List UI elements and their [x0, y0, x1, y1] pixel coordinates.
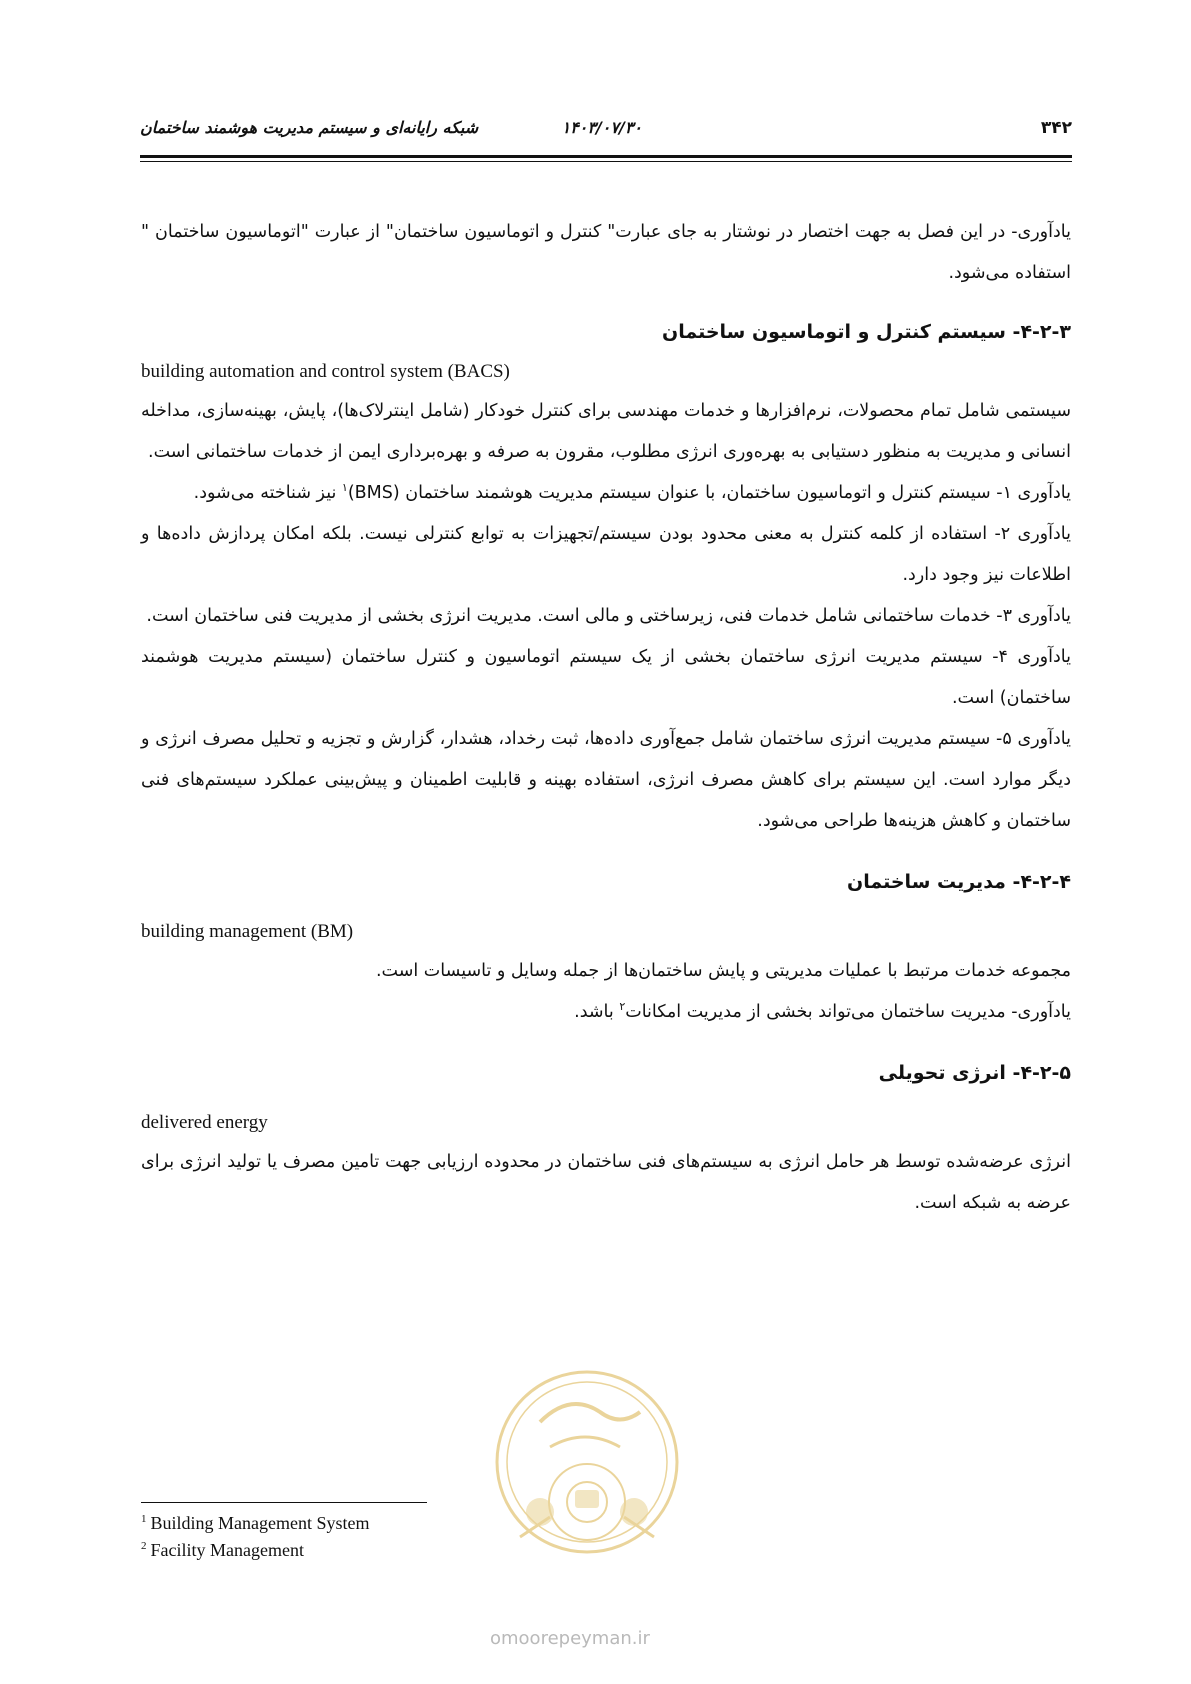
header-rule-thin — [140, 161, 1072, 162]
page-number: ۳۴۲ — [1040, 118, 1072, 138]
definition-bacs: سیستمی شامل تمام محصولات، نرم‌افزارها و خدمات مهندسی برای کنترل خودکار (شامل اینترلاک‌ها)، پایش، بهینه‌سازی، مداخله انسانی و مدیریت به منظور دستیابی به بهره‌وری انرژی مطلوب، مقرون به صرفه و بهره‌برداری ایمن از خدمات ساختمانی است. — [141, 401, 1071, 462]
header-date: ۱۴۰۳/۰۷/۳۰ — [561, 118, 642, 137]
watermark-site-text: omoorepeyman.ir — [490, 1628, 650, 1649]
note-bacs-2: یادآوری ۲- استفاده از کلمه کنترل به معنی محدود بودن سیستم/تجهیزات به توابع کنترلی نیست. بلکه امکان پردازش داده‌ها و اطلاعات نیز وجود دارد. — [141, 524, 1071, 585]
note-bacs-4: یادآوری ۴- سیستم مدیریت انرژی ساختمان بخشی از یک سیستم اتوماسیون و کنترل ساختمان (سیستم مدیریت هوشمند ساختمان) است. — [141, 647, 1071, 708]
section-heading-delivered-energy: ۴-۲-۵- انرژی تحویلی — [878, 1062, 1071, 1084]
english-term-bm: building management (BM) — [141, 921, 354, 942]
note-bacs-1-tail: نیز شناخته می‌شود. — [193, 483, 342, 503]
note-bacs-3: یادآوری ۳- خدمات ساختمانی شامل خدمات فنی، زیرساختی و مالی است. مدیریت انرژی بخشی از مدیریت فنی ساختمان است. — [146, 606, 1071, 626]
note-bacs-1 — [141, 473, 1071, 514]
english-term-delivered-energy: delivered energy — [141, 1112, 268, 1133]
omoorepeyman-seal-icon — [480, 1362, 694, 1612]
definition-bm: مجموعه خدمات مرتبط با عملیات مدیریتی و پایش ساختمان‌ها از جمله وسایل و تاسیسات است. — [375, 961, 1071, 981]
footnote-ref-2[interactable]: ۲ — [619, 1000, 626, 1014]
intro-note: یادآوری- در این فصل به جهت اختصار در نوشتار به جای عبارت" کنترل و اتوماسیون ساختمان" از عبارت "اتوماسیون ساختمان " استفاده می‌شود. — [141, 222, 1071, 283]
header-title: شبکه رایانه‌ای و سیستم مدیریت هوشمند ساختمان — [140, 118, 479, 137]
section-heading-bacs: ۴-۲-۳- سیستم کنترل و اتوماسیون ساختمان — [661, 321, 1071, 343]
footnote-1-text: Building Management System — [150, 1513, 370, 1533]
note-bacs-1-text: یادآوری ۱- سیستم کنترل و اتوماسیون ساختمان، با عنوان سیستم مدیریت هوشمند ساختمان (BMS) — [347, 483, 1071, 503]
footnote-rule — [141, 1502, 427, 1503]
page-header — [140, 118, 1072, 148]
section-heading-bm: ۴-۲-۴- مدیریت ساختمان — [847, 871, 1071, 893]
note-bacs-5: یادآوری ۵- سیستم مدیریت انرژی ساختمان شامل جمع‌آوری داده‌ها، ثبت رخداد، هشدار، گزارش و تجزیه و تحلیل مصرف انرژی و دیگر موارد است. این سیستم برای کاهش مصرف انرژی، استفاده بهینه و قابلیت اطمینان و پیش‌بینی عملکرد سیستم‌های فنی ساختمان و کاهش هزینه‌ها طراحی می‌شود. — [141, 729, 1071, 831]
definition-delivered-energy: انرژی عرضه‌شده توسط هر حامل انرژی به سیستم‌های فنی ساختمان در محدوده ارزیابی جهت تامین مصرف یا تولید انرژی برای عرضه به شبکه است. — [141, 1152, 1071, 1213]
note-bm-text: یادآوری- مدیریت ساختمان می‌تواند بخشی از مدیریت امکانات — [625, 1002, 1071, 1022]
footnote-2-text: Facility Management — [150, 1540, 304, 1560]
document-body — [141, 212, 1071, 1224]
note-bm — [141, 992, 1071, 1033]
note-bm-tail: باشد. — [574, 1002, 620, 1022]
footnote-ref-1[interactable]: ۱ — [341, 481, 348, 495]
footnote-2-number: 2 — [141, 1540, 147, 1552]
english-term-bacs: building automation and control system (BACS) — [141, 361, 510, 382]
header-rule-thick — [140, 155, 1072, 158]
footnote-1-number: 1 — [141, 1513, 147, 1525]
